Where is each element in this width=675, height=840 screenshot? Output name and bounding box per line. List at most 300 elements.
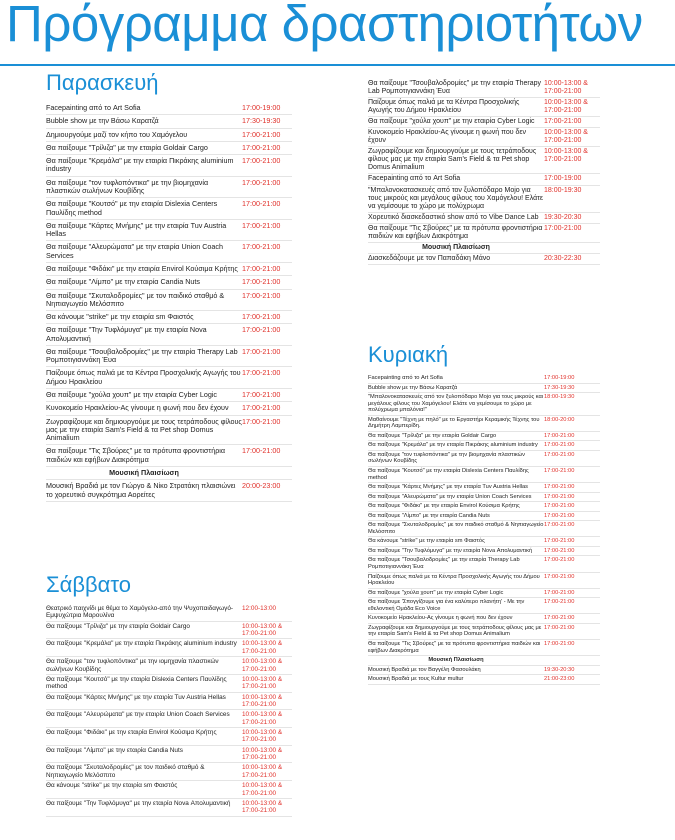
schedule-row [46,480,292,502]
activity-time [544,483,600,493]
schedule-row [368,117,600,128]
activity-time [242,198,292,220]
schedule-row [46,621,292,639]
schedule-row [46,198,292,220]
time-slot: 17:00-21:00 [242,277,281,287]
schedule-row [368,450,600,466]
activity-description: Μουσική Πλαισίωση [422,243,490,251]
schedule-row [368,665,600,675]
schedule-row [368,556,600,572]
activity-time [242,141,292,154]
activity-description: Θα παίξουμε "Κάρτες Μνήμης" με την εταιρία Tuv Austria Hellas [46,693,226,701]
activity-time [242,311,292,324]
time-slot: 17:00-21:00 [242,325,281,335]
time-slot: 17:00-21:00 [242,403,281,413]
activity-time [544,98,600,117]
time-slot: 17:30-19:30 [544,384,575,391]
schedule-row [46,389,292,402]
activity-description: Χορευτικό διασκεδαστικό show από το Vibe Dance Lab [368,213,539,221]
time-slot: 17:00-21:00 [544,224,582,232]
activity-description: Θα παίξουμε "χούλα χουπ" με την εταιρία Cyber Logic [46,390,218,400]
schedule-row [368,492,600,502]
activity-description: Θα παίξουμε "Κρεμάλα" με την εταιρία Πικράκης aluminium industry [46,156,234,174]
time-slot: 17:00-21:00 [242,177,281,187]
schedule-row [368,383,600,393]
time-slot: 10:00-13:00 & [544,80,588,87]
activity-description: Θα παίξουμε "Φιδάκι" με την εταιρία Envirol Κούσιμα Κρήτης [368,503,520,510]
time-slot: 17:00-21:00 [242,346,281,356]
activity-description: Θα παίξουμε "Φιδάκι" με την εταιρία Envirol Κούσιμα Κρήτης [46,729,217,737]
schedule-row [368,98,600,117]
schedule-row [368,253,600,264]
activity-description: Θα παίξουμε "Φιδάκι" με την εταιρία Envirol Κούσιμα Κρήτης [46,263,238,273]
schedule-row [46,115,292,128]
time-slot: 17:00-21:00 [242,242,281,252]
schedule-row [46,710,292,728]
time-slot: 10:00-13:00 & [544,148,588,156]
sunday-section [368,342,600,685]
activity-time [544,588,600,598]
activity-time [544,128,600,147]
activity-description: Μουσική Βραδιά με τον Γιώργο & Νίκο Στρατάκη πλαισιώνει το χορευτικό συγκρότημα Αορείτες [46,481,236,499]
activity-time [242,639,292,657]
saturday-continued-schedule [368,79,600,265]
activity-description: Θα παίξουμε "Λίμπο" με την εταιρία Candia Nuts [46,746,183,754]
time-slot: 17:00-21:00 [544,451,575,458]
time-slot: 17:00-21:00 [242,220,281,230]
time-slot: 17:00-21:00 [242,665,277,673]
time-slot: 17:00-21:00 [242,368,281,378]
schedule-row [368,614,600,624]
activity-description: Θα παίξουμε "Την Τυφλόμυγα" με την εταιρία Nova Απολυμαντική [368,547,533,554]
activity-time [242,781,292,799]
time-slot: 17:00-21:00 [242,700,277,708]
schedule-row [368,467,600,483]
activity-time [544,253,600,264]
activity-time [544,623,600,639]
schedule-row [46,155,292,177]
time-slot: 17:00-21:00 [242,630,277,638]
activity-description: Θα παίξουμε "Κουτσό" με την εταιρία Dislexia Centers Παυλίδης method [368,468,529,481]
activity-time [242,467,292,480]
activity-description: Θα παίξουμε "τον τυφλοπόντικα" με την βιομηχανία πλαστικών σωλήνων Κουβίδης [46,177,209,195]
activity-time [544,450,600,466]
schedule-row [368,675,600,685]
schedule-row [46,745,292,763]
time-slot: 17:00-21:00 [544,432,575,439]
activity-time [242,445,292,467]
time-slot: 17:00-19:00 [242,103,281,112]
activity-time [544,393,600,416]
activity-description: Θα παίξουμε "Τσουβαλοδρομίες" με την εταιρία Therapy Lab Ρομποτιγιαννάκη Έυα [46,346,238,365]
time-slot: 17:00-21:00 [242,807,277,815]
activity-time [544,598,600,614]
activity-description: Θα παίξουμε "Αλευρώματα" με την εταιρία Union Coach Services [368,493,532,500]
activity-time [242,604,292,621]
activity-time [242,480,292,502]
time-slot: 17:00-21:00 [242,290,281,300]
activity-time [242,763,292,781]
activity-description: Ζωγραφίζουμε και δημιουργούμε με τους τετράποδους φίλους μας με την εταιρία Sam's Field & τα Pet shop Domus Animalium [368,148,537,172]
activity-description: Facepainting από το Art Sofia [368,375,443,381]
schedule-row [46,798,292,816]
schedule-row [368,393,600,416]
time-slot: 10:00-13:00 & [242,746,283,754]
activity-time [242,728,292,746]
activity-description: Κυνοκομείο Ηρακλείου-Ας γίνουμε η φωνή που δεν έχουν [368,129,527,145]
schedule-row [46,402,292,415]
schedule-row [46,102,292,115]
schedule-row [46,311,292,324]
schedule-row [368,374,600,383]
activity-description: Μουσική Πλαισίωση [109,468,179,477]
schedule-row [46,345,292,367]
time-slot: 20:30-22:30 [544,254,582,262]
activity-time [242,657,292,675]
activity-time [544,242,600,253]
activity-time [544,185,600,212]
activity-description: Θα παίξουμε "Την Τυφλόμυγα" με την εταιρία Nova Απολυμαντική [46,799,231,807]
activity-description: Μουσική Βραδιά με τον Βαγγέλη Φασουλάκη [368,666,481,673]
activity-time [242,367,292,389]
saturday-continued-section [368,79,600,265]
time-slot: 17:00-21:00 [242,754,277,762]
activity-description: Bubble show με την Βάσω Καρατζά [46,116,159,126]
saturday-schedule [46,604,292,817]
activity-description: Θα παίξουμε "Τις Σβούρες" με τα πρότυπα φροντιστήρια παιδιών και εφήβων Διακρότημα [46,446,226,464]
activity-description: Θα παίξουμε "Λίμπο" με την εταιρία Candia Nuts [368,512,490,519]
time-slot: 17:00-21:00 [242,312,281,322]
schedule-row [46,728,292,746]
activity-description: Θα παίξουμε "Σκυταλοδρομίες" με τον παιδικό σταθμό & Νηπιαγωγείο Μελόσπιτο [46,290,225,308]
activity-time [544,467,600,483]
activity-time [544,383,600,393]
activity-time [544,415,600,431]
time-slot: 10:00-13:00 & [242,764,283,772]
schedule-row [368,483,600,493]
schedule-row [368,174,600,185]
activity-description: Θα παίξουμε "Κρεμάλα" με την εταιρία Πικράκης aluminium industry [46,640,237,648]
activity-time [242,674,292,692]
activity-time [242,241,292,263]
time-slot: 10:00-13:00 & [242,658,283,666]
activity-time [544,147,600,174]
time-slot: 17:00-21:00 [544,624,575,631]
activity-time [242,155,292,177]
time-slot: 18:00-19:30 [544,186,582,194]
activity-time [544,374,600,383]
activity-description: Θα παίξουμε "Τις Σβούρες" με τα πρότυπα φροντιστήρια παιδιών και εφήβων Διακρότημα [368,640,541,654]
time-slot: 17:00-21:00 [544,156,582,164]
activity-description: Παίζουμε όπως παλιά με τα Κέντρα Προσχολικής Αγωγής του Δήμου Ηρακλείου [368,99,520,115]
schedule-row [368,415,600,431]
schedule-row [46,262,292,275]
activity-description: Κυνοκομείο Ηρακλείου-Ας γίνουμε η φωνή που δεν έχουν [46,403,229,413]
activity-description: Θα παίξουμε "Κρεμάλα" με την εταιρία Πικράκης aluminium industry [368,442,538,449]
activity-time [544,511,600,521]
activity-time [544,441,600,451]
activity-time [544,521,600,537]
time-slot: 17:00-21:00 [544,547,575,554]
activity-description: Θα παίξουμε "Τσουβαλοδρομίες" με την εταιρία Therapy Lab Ρομποτιγιαννάκη Έυα [368,557,520,571]
activity-description: Μουσική Πλαισίωση [428,657,484,664]
activity-time [242,402,292,415]
activity-description: Bubble show με την Βάσω Καρατζά [368,384,458,391]
activity-description: Θα παίξουμε "Αλευρώματα" με την εταιρία Union Coach Services [46,242,224,260]
activity-description: Διασκεδάζουμε με τον Παπαδάκη Μάνο [368,254,491,262]
activity-description: Δημιουργούμε μαζί τον κήπο του Χαμόγελου [46,129,188,139]
time-slot: 17:00-21:00 [544,640,575,647]
activity-time [242,128,292,141]
schedule-row [46,781,292,799]
time-slot: 18:00-20:00 [544,416,575,423]
schedule-row [368,598,600,614]
schedule-row [368,521,600,537]
time-slot: 10:00-13:00 & [242,693,283,701]
time-slot: 17:00-21:00 [242,142,281,152]
time-slot: 17:00-21:00 [242,736,277,744]
time-slot: 17:00-21:00 [544,512,575,519]
time-slot: 19:30-20:30 [544,666,575,673]
time-slot: 10:00-13:00 & [242,622,283,630]
activity-description: "Μπαλονοκατασκευές από τον ξυλοπόδαρο Mojo για τους μικρούς και μεγάλους φίλους του Χαμόγελου! Ελάτε να γεμίσουμε το χώρο με πολύχρωμα [368,186,544,210]
activity-description: Ζωγραφίζουμε και δημιουργούμε με τους τετράποδους φίλους μας με την εταιρία Sam's Field & τα Pet shop Domus Animalium [46,416,242,443]
schedule-row [368,572,600,588]
activity-description: Μουσική Βραδιά με τους Kultur multur [368,676,464,683]
day-heading-saturday: Σάββατο [46,572,131,597]
activity-description: Θα παίξουμε "τον τυφλοπόντικα" με την ιομηχανία πλαστικών σωλήνων Κουβίδης [46,658,219,673]
time-slot: 17:00-21:00 [544,107,582,115]
time-slot: 10:00-13:00 & [242,799,283,807]
time-slot: 17:00-21:00 [544,615,575,622]
activity-description: Θεατρικό παιχνίδι με θέμα το Χαμόγελο-από την Ψυχοπαιδαγωγό-Εμψυχώτρια Μαρουλίνα [46,605,234,620]
time-slot: 17:00-21:00 [242,771,277,779]
time-slot: 10:00-13:00 & [544,99,588,107]
schedule-row [368,656,600,666]
saturday-section [46,572,292,817]
schedule-row [46,241,292,263]
time-slot: 17:00-21:00 [544,557,575,564]
schedule-row [368,431,600,441]
schedule-row [46,657,292,675]
activity-description: Θα παίξουμε "Λίμπο" με την εταιρία Candia Nuts [46,277,200,287]
activity-description: Μαθαίνουμε "Τέχνη με πηλό" με το Εργαστήρι Κεραμικής Τέχνης του Δημήτρη Λαμπερίδη. [368,416,540,430]
time-slot: 17:00-19:00 [544,175,582,183]
time-slot: 12:00-13:00 [242,605,277,612]
schedule-row [368,441,600,451]
schedule-row [368,639,600,655]
activity-time [242,389,292,402]
schedule-row [46,763,292,781]
activity-description: Facepainting από το Art Sofia [46,103,141,112]
activity-time [242,115,292,128]
activity-time [242,745,292,763]
title-divider [0,64,675,66]
sunday-schedule [368,374,600,685]
time-slot: 17:00-19:00 [544,375,575,381]
time-slot: 21:00-23:00 [544,676,575,683]
time-slot: 17:00-21:00 [242,416,281,426]
activity-time [242,102,292,115]
activity-description: Θα παίξουμε "Αλευρώματα" με την εταιρία Union Coach Services [46,711,230,719]
time-slot: 10:00-13:00 & [242,711,283,719]
activity-time [544,79,600,98]
time-slot: 17:00-21:00 [544,442,575,449]
time-slot: 10:00-13:00 & [242,675,283,683]
schedule-row [46,367,292,389]
time-slot: 18:00-19:30 [544,394,575,401]
activity-time [544,117,600,128]
activity-description: Θα παίξουμε "Τις Σβούρες" με τα πρότυπα φροντιστήρια παιδιών και εφήβων Διακρότημα [368,224,543,240]
time-slot: 17:00-21:00 [242,199,281,209]
activity-description: Κυνοκομείο Ηρακλείου-Ας γίνουμε η φωνή που δεν έχουν [368,615,513,622]
activity-time [544,502,600,512]
time-slot: 17:00-21:00 [544,484,575,491]
activity-description: "Μπαλονοκατασκευές από τον ξυλοπόδαρο Mojo για τους μικρούς και μεγάλους φίλους του Χαμόγελου! Ελάτε να γεμίσουμε το χώρο με πολύχρωμα μπαλόνια!" [368,394,544,414]
time-slot: 17:00-21:00 [544,599,575,606]
schedule-row [46,289,292,311]
schedule-row [46,674,292,692]
time-slot: 10:00-13:00 & [242,640,283,648]
activity-description: Θα παίξουμε "Τρίλιζα" με την εταιρία Goldair Cargo [368,432,497,439]
activity-time [242,692,292,710]
time-slot: 17:00-21:00 [242,390,281,400]
activity-time [242,219,292,241]
activity-time [544,614,600,624]
time-slot: 17:00-21:00 [242,156,281,166]
day-heading-friday: Παρασκευή [46,70,159,95]
activity-time [242,262,292,275]
activity-time [242,621,292,639]
activity-description: Παίζουμε όπως παλιά με τα Κέντρα Προσχολικής Αγωγής του Δήμου Ηρακλείου [46,368,241,386]
page-title: Πρόγραμμα δραστηριοτήτων [6,0,643,52]
activity-time [544,223,600,242]
activity-description: Παίζουμε όπως παλιά με τα Κέντρα Προσχολικής Αγωγής του Δήμου Ηρακλείου [368,573,540,587]
activity-time [544,656,600,666]
activity-time [242,798,292,816]
schedule-row [368,147,600,174]
time-slot: 17:00-21:00 [242,683,277,691]
time-slot: 10:00-13:00 & [242,729,283,737]
schedule-row [46,276,292,289]
activity-time [544,556,600,572]
activity-time [544,431,600,441]
time-slot: 17:00-21:00 [544,522,575,529]
schedule-row [46,467,292,480]
activity-time [242,176,292,198]
time-slot: 17:00-21:00 [544,468,575,475]
activity-description: Θα παίξουμε "Την Τυφλόμυγα" με την εταιρία Nova Απολυμαντική [46,325,207,343]
activity-description: Ζωγραφίζουμε και δημιουργούμε με τους τετράποδους φίλους μας με την εταιρία Sam's Field & τα Pet shop Domus Animalium [368,624,542,638]
day-heading-sunday: Κυριακή [368,342,449,367]
schedule-row [368,511,600,521]
schedule-row [368,502,600,512]
activity-time [544,492,600,502]
schedule-row [368,537,600,547]
schedule-row [368,546,600,556]
time-slot: 17:00-21:00 [242,789,277,797]
activity-time [242,345,292,367]
activity-description: Θα παίξουμε "Κουτσό" με την εταιρία Dislexia Centers Παυλίδης method [46,199,218,217]
time-slot: 17:00-21:00 [544,118,582,126]
schedule-row [46,219,292,241]
time-slot: 17:00-21:00 [544,538,575,545]
schedule-row [46,604,292,621]
schedule-row [368,623,600,639]
schedule-row [368,128,600,147]
time-slot: 17:00-21:00 [544,589,575,596]
time-slot: 17:00-21:00 [544,493,575,500]
activity-description: Θα παίξουμε "Τρίλιζα" με την εταιρία Goldair Cargo [46,142,208,152]
activity-time [544,639,600,655]
schedule-row [46,141,292,154]
time-slot: 10:00-13:00 & [544,129,588,137]
activity-description: Θα παίξουμε "Κάρτες Μνήμης" με την εταιρία Tuv Austria Hellas [46,220,227,239]
activity-description: Θα κάνουμε "strike" με την εταιρία sm Φαιστός [46,782,178,790]
time-slot: 20:00-23:00 [242,481,281,491]
activity-description: Θα παίξουμε "χούλα χουπ" με την εταιρία Cyber Logic [368,589,504,596]
time-slot: 17:00-21:00 [544,137,582,145]
activity-time [242,710,292,728]
schedule-row [368,185,600,212]
time-slot: 17:00-21:00 [544,573,575,580]
time-slot: 17:00-21:00 [242,446,281,456]
time-slot: 10:00-13:00 & [242,782,283,790]
activity-description: Facepainting από το Art Sofia [368,175,461,183]
friday-schedule [46,102,292,502]
activity-time [544,174,600,185]
time-slot: 17:30-19:30 [242,116,281,126]
activity-description: Θα παίξουμε "χούλα χουπ" με την εταιρία Cyber Logic [368,118,535,126]
activity-description: Θα παίξουμε "Σκυταλοδρομίες" με τον παιδικό σταθμό & Νηπιαγωγείο Μελόσπιτο [368,522,544,535]
schedule-row [46,445,292,467]
activity-time [544,537,600,547]
activity-time [242,276,292,289]
activity-description: Θα παίξουμε "Κάρτες Μνήμης" με την εταιρία Tuv Austria Hellas [368,484,529,491]
activity-description: Θα παίξουμε "Κουτσό" με την εταιρία Dislexia Centers Παυλίδης method [46,675,227,691]
schedule-row [46,415,292,445]
time-slot: 17:00-21:00 [544,503,575,510]
activity-description: Θα κάνουμε "strike" με την εταιρία sm Φαιστός [46,312,194,322]
schedule-row [46,128,292,141]
activity-description: Θα παίξουμε "Τσουβαλοδρομίες" με την εταιρία Therapy Lab Ρομποτιγιαννάκη Έυα [368,80,542,96]
schedule-row [368,242,600,253]
activity-description: Θα παίξουμε "Τρίλιζα" με την εταιρία Goldair Cargo [46,622,190,630]
schedule-row [368,79,600,98]
schedule-row [46,639,292,657]
activity-time [242,415,292,445]
schedule-row [368,212,600,223]
time-slot: 17:00-21:00 [242,718,277,726]
activity-time [544,572,600,588]
time-slot: 17:00-21:00 [544,88,582,96]
schedule-row [368,223,600,242]
time-slot: 17:00-21:00 [242,129,281,139]
activity-description: Θα παίξουμε "Σκυταλοδρομίες" με τον παιδικό σταθμό & Νηπιαγωγείο Μελόσπιτο [46,764,205,779]
activity-description: Θα παίξουμε 'Σπογγίζουμε για ένα καλύτερο πλανήτη' - Με την εθελοντική Ομάδα Eco Voice [368,599,525,612]
time-slot: 19:30-20:30 [544,213,582,221]
activity-time [544,675,600,685]
activity-time [544,665,600,675]
activity-description: Θα παίξουμε "τον τυφλοπόντικα" με την βιομηχανία πλαστικών σωλήνων Κουβίδης [368,451,525,465]
time-slot: 17:00-21:00 [242,263,281,273]
activity-time [544,212,600,223]
time-slot: 17:00-21:00 [242,647,277,655]
schedule-row [46,176,292,198]
friday-section [46,70,292,502]
activity-time [242,289,292,311]
activity-time [544,546,600,556]
